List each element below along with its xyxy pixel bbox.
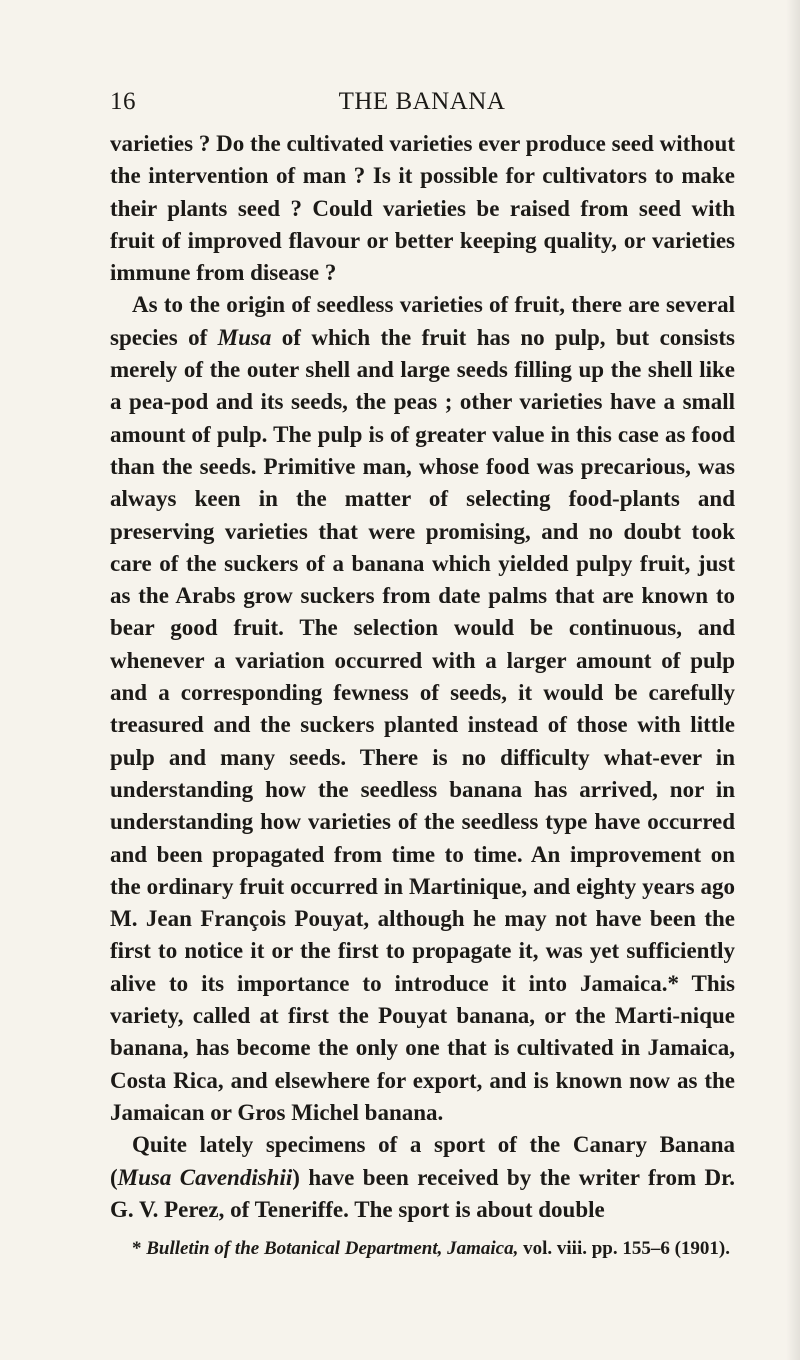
footnote [110,1236,735,1262]
paragraph-3 [110,1129,735,1226]
paragraph-2-text-rest: of which the fruit has no pulp, but consists merely of the outer shell and large seeds filling up the shell like a pea-pod and its seeds, the peas ; other varieties have a small amount of pulp. The pulp is of greater value in this case as food than the seeds. Primitive man, whose food was precarious, was always keen in the matter of selecting food-plants and preserving varieties that were promising, and no doubt took care of the suckers of a banana which yielded pulpy fruit, just as the Arabs grow suckers from date palms that are known to bear good fruit. The selection would be continuous, and whenever a variation occurred with a larger amount of pulp and a corresponding fewness of seeds, it would be carefully treasured and the suckers planted instead of those with little pulp and many seeds. There is no difficulty what-ever in understanding how the seedless banana has arrived, nor in understanding how varieties of the seedless type have occurred and been propagated from time to time. An improvement on the ordinary fruit occurred in Martinique, and eighty years ago M. Jean François Pouyat, although he may not have been the first to notice it or the first to propagate it, was yet sufficiently alive to its importance to introduce it into Jamaica.* This variety, called at first the Pouyat banana, or the Marti-nique banana, has become the only one that is cultivated in Jamaica, Costa Rica, and elsewhere for export, and is known now as the Jamaican or Gros Michel banana. [110,324,735,1125]
page-number: 16 [110,88,136,115]
footnote-marker: * [132,1238,147,1259]
body-text [110,128,735,1226]
species-name-musa-cavendishii: Musa Cavendishii [117,1164,293,1190]
footnote-citation: vol. viii. pp. 155–6 (1901). [518,1238,731,1259]
footnote-source-title: Bulletin of the Botanical Department, Jamaica, [146,1238,519,1259]
genus-name-musa: Musa [217,324,272,350]
paragraph-2 [110,289,735,1129]
page-edge-shadow [786,0,800,1360]
footnote-text [110,1236,735,1262]
paragraph-2-text-start: As to the origin of seedless varieties of fruit, there are several species of [110,292,735,350]
paragraph-3-text-rest: ) have been received by the writer from Dr. G. V. Perez, of Teneriffe. The sport is about double [110,1164,736,1222]
paragraph-3-text-start: Quite lately specimens of a sport of the Canary Banana ( [110,1132,735,1190]
running-head [110,88,734,122]
paragraph-1-text: varieties ? Do the cultivated varieties ever produce seed without the intervention of man ? Is it possible for cultivators to make their plants seed ? Could varieties be raised from seed with fruit of improved flavour or better keeping quality, or varieties immune from disease ? [110,131,735,286]
paragraph-1 [110,128,735,289]
running-title: THE BANANA [338,88,506,115]
